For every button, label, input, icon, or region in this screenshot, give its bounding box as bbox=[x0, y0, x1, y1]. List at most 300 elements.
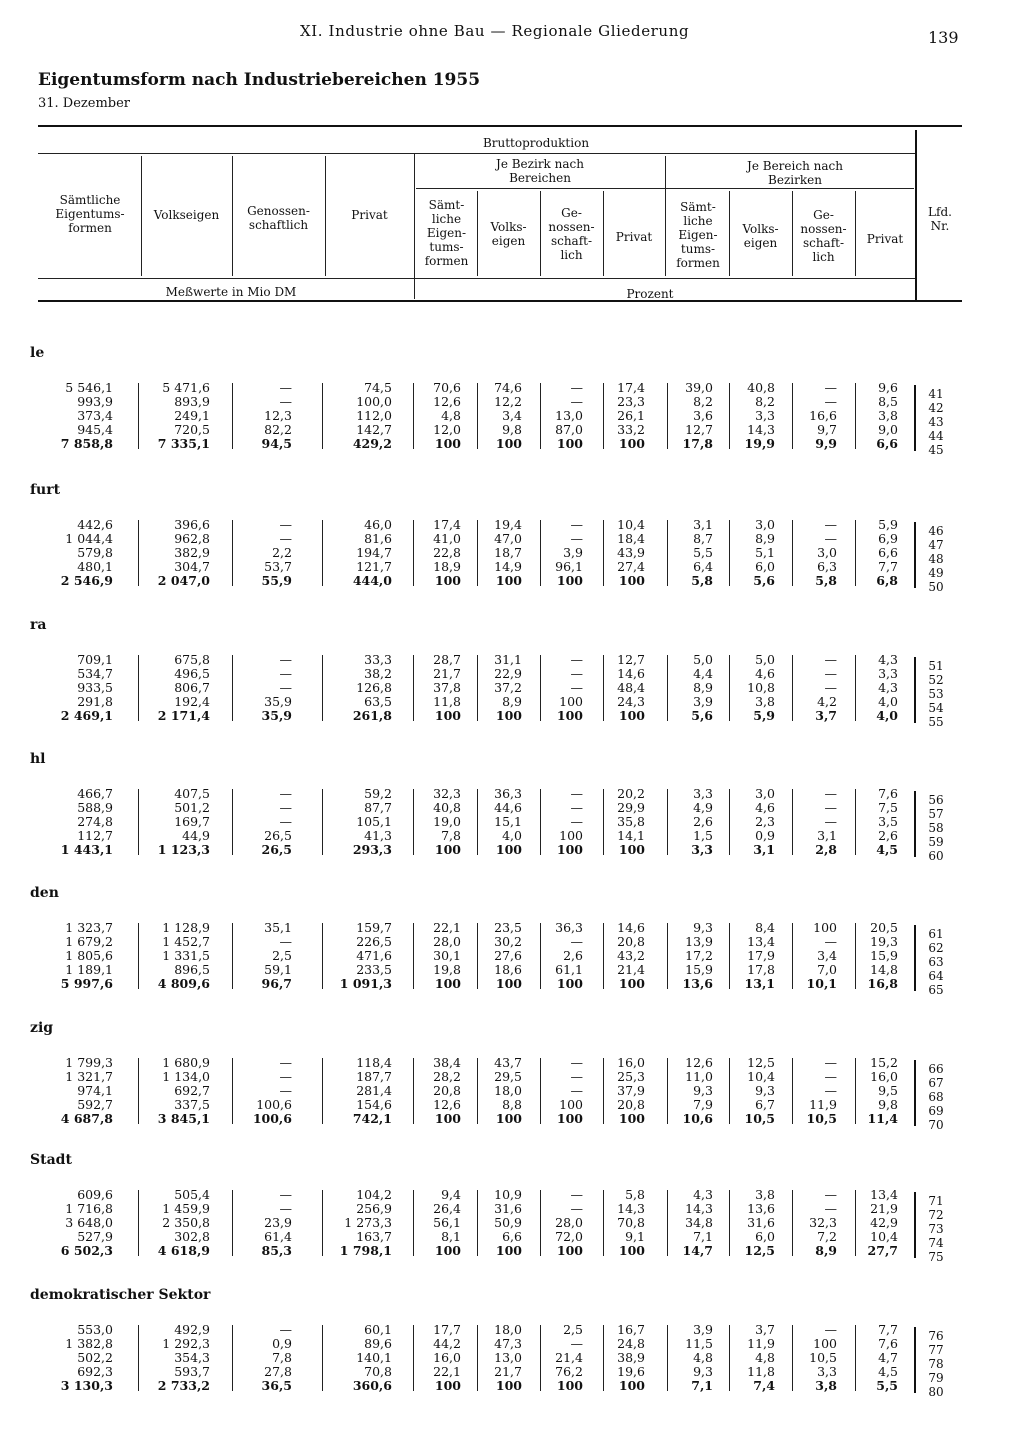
table-cell: 11,9 bbox=[809, 1097, 837, 1112]
total-cell: 5,6 bbox=[753, 573, 775, 588]
lfd-number: 59 bbox=[928, 835, 944, 849]
table-cell: 3,3 bbox=[817, 1364, 837, 1379]
column-volkseigen bbox=[158, 787, 210, 857]
total-cell: 2 047,0 bbox=[157, 573, 210, 588]
table-cell: 12,6 bbox=[433, 394, 461, 409]
total-cell: 4 618,9 bbox=[157, 1243, 210, 1258]
table-cell: 720,5 bbox=[174, 422, 210, 437]
table-cell: 5,8 bbox=[625, 1187, 645, 1202]
column-bereich-volkseigen bbox=[753, 518, 775, 588]
column-volkseigen bbox=[158, 381, 210, 451]
column-privat bbox=[353, 653, 392, 723]
table-cell: 974,1 bbox=[77, 1083, 113, 1098]
sub-samtliche-header: Sämt- liche Eigen- tums- formen bbox=[424, 198, 469, 268]
table-cell: 9,6 bbox=[878, 380, 898, 395]
table-cell: 14,9 bbox=[494, 559, 522, 574]
column-bezirk-genossen bbox=[557, 787, 583, 857]
table-cell: 43,2 bbox=[617, 948, 645, 963]
table-cell: 70,8 bbox=[617, 1215, 645, 1230]
table-cell: 15,9 bbox=[685, 962, 713, 977]
total-cell: 5,8 bbox=[815, 573, 837, 588]
table-cell: 579,8 bbox=[77, 545, 113, 560]
column-bereich-samtliche bbox=[683, 1188, 713, 1258]
total-cell: 100 bbox=[495, 573, 522, 588]
table-cell: 233,5 bbox=[356, 962, 392, 977]
column-separator bbox=[138, 789, 139, 855]
table-cell: 3,0 bbox=[755, 517, 775, 532]
total-cell: 100 bbox=[495, 436, 522, 451]
column-separator bbox=[232, 1325, 233, 1391]
lfd-number: 65 bbox=[928, 983, 944, 997]
table-cell: 192,4 bbox=[174, 694, 210, 709]
total-cell: 2 733,2 bbox=[157, 1378, 210, 1393]
column-separator bbox=[322, 383, 323, 449]
page-title: Eigentumsform nach Industriebereichen 1955 bbox=[38, 70, 481, 90]
column-separator bbox=[855, 1190, 856, 1256]
column-bereich-samtliche bbox=[683, 381, 713, 451]
total-cell: 7,1 bbox=[691, 1378, 713, 1393]
table-cell: 8,8 bbox=[502, 1097, 522, 1112]
table-cell: 527,9 bbox=[77, 1229, 113, 1244]
column-separator bbox=[729, 1325, 730, 1391]
lfd-number: 63 bbox=[928, 955, 944, 969]
table-cell: 396,6 bbox=[174, 517, 210, 532]
column-separator bbox=[540, 520, 541, 586]
total-cell: 100 bbox=[495, 1243, 522, 1258]
lfd-column bbox=[921, 1194, 951, 1264]
table-cell: 19,4 bbox=[494, 517, 522, 532]
table-cell: 1 323,7 bbox=[65, 920, 113, 935]
table-cell: 87,0 bbox=[555, 422, 583, 437]
table-cell: 48,4 bbox=[617, 680, 645, 695]
table-cell: 1 189,1 bbox=[65, 962, 113, 977]
total-cell: 36,5 bbox=[261, 1378, 292, 1393]
table-cell: 3,8 bbox=[755, 1187, 775, 1202]
table-cell: — bbox=[279, 1201, 292, 1216]
column-separator bbox=[667, 655, 668, 721]
table-cell: 4,0 bbox=[878, 694, 898, 709]
table-cell: — bbox=[824, 1069, 837, 1084]
column-separator bbox=[855, 383, 856, 449]
table-cell: 6,3 bbox=[817, 559, 837, 574]
total-cell: 100 bbox=[495, 1378, 522, 1393]
table-cell: 12,7 bbox=[617, 652, 645, 667]
table-cell: 19,8 bbox=[433, 962, 461, 977]
table-cell: 1 452,7 bbox=[162, 934, 210, 949]
column-separator bbox=[232, 1058, 233, 1124]
table-cell: 4,2 bbox=[817, 694, 837, 709]
table-cell: 16,0 bbox=[870, 1069, 898, 1084]
column-bezirk-genossen bbox=[557, 1056, 583, 1126]
table-cell: 38,4 bbox=[433, 1055, 461, 1070]
table-cell: 896,5 bbox=[174, 962, 210, 977]
table-cell: 18,0 bbox=[494, 1322, 522, 1337]
table-cell: 37,9 bbox=[617, 1083, 645, 1098]
column-bereich-volkseigen bbox=[747, 653, 775, 723]
col-volkseigen-header: Volkseigen bbox=[153, 208, 220, 222]
column-bezirk-genossen bbox=[557, 653, 583, 723]
table-cell: 12,0 bbox=[433, 422, 461, 437]
table-cell: 3,1 bbox=[693, 517, 713, 532]
lfd-column bbox=[921, 659, 951, 729]
table-cell: 13,4 bbox=[870, 1187, 898, 1202]
table-cell: 169,7 bbox=[174, 814, 210, 829]
column-bezirk-volkseigen bbox=[494, 1188, 522, 1258]
table-cell: 25,3 bbox=[617, 1069, 645, 1084]
total-cell: 3,3 bbox=[691, 842, 713, 857]
table-cell: 31,6 bbox=[494, 1201, 522, 1216]
column-genossenschaftlich bbox=[262, 1188, 292, 1258]
column-bereich-volkseigen bbox=[745, 921, 775, 991]
total-cell: 10,5 bbox=[744, 1111, 775, 1126]
table-cell: 2,3 bbox=[755, 814, 775, 829]
lfd-separator bbox=[914, 657, 916, 723]
total-cell: 96,7 bbox=[261, 976, 292, 991]
column-separator bbox=[855, 789, 856, 855]
column-separator bbox=[413, 789, 414, 855]
table-cell: 9,7 bbox=[817, 422, 837, 437]
column-privat bbox=[353, 787, 392, 857]
table-cell: 4,8 bbox=[693, 1350, 713, 1365]
total-cell: 13,6 bbox=[682, 976, 713, 991]
column-separator bbox=[792, 1058, 793, 1124]
table-cell: — bbox=[570, 380, 583, 395]
table-cell: 1 799,3 bbox=[65, 1055, 113, 1070]
table-cell: 7,1 bbox=[693, 1229, 713, 1244]
table-cell: 9,8 bbox=[502, 422, 522, 437]
table-cell: 12,6 bbox=[433, 1097, 461, 1112]
table-cell: 13,0 bbox=[494, 1350, 522, 1365]
column-bereich-genossen bbox=[815, 518, 837, 588]
table-cell: — bbox=[824, 517, 837, 532]
table-cell: 44,9 bbox=[182, 828, 210, 843]
column-separator bbox=[413, 1058, 414, 1124]
total-cell: 4 687,8 bbox=[60, 1111, 113, 1126]
lfd-number: 45 bbox=[928, 443, 944, 457]
table-cell: 1 331,5 bbox=[162, 948, 210, 963]
table-cell: 100 bbox=[559, 694, 583, 709]
total-cell: 100 bbox=[434, 1111, 461, 1126]
total-cell: 100 bbox=[618, 436, 645, 451]
table-cell: 502,2 bbox=[77, 1350, 113, 1365]
table-cell: 27,4 bbox=[617, 559, 645, 574]
table-cell: 592,7 bbox=[77, 1097, 113, 1112]
lfd-number: 55 bbox=[928, 715, 944, 729]
table-cell: 9,3 bbox=[693, 1364, 713, 1379]
total-cell: 55,9 bbox=[261, 573, 292, 588]
table-cell: 3,8 bbox=[878, 408, 898, 423]
table-cell: 20,8 bbox=[617, 934, 645, 949]
table-cell: 5,1 bbox=[755, 545, 775, 560]
section-title: zig bbox=[30, 1020, 54, 1036]
table-cell: — bbox=[824, 800, 837, 815]
lfd-number: 77 bbox=[928, 1343, 944, 1357]
lfd-number: 78 bbox=[928, 1357, 944, 1371]
column-genossenschaftlich bbox=[262, 921, 292, 991]
total-cell: 1 798,1 bbox=[339, 1243, 392, 1258]
column-privat bbox=[353, 1323, 392, 1393]
lfd-column bbox=[921, 1329, 951, 1399]
table-cell: 1 044,4 bbox=[65, 531, 113, 546]
lfd-number: 47 bbox=[928, 538, 944, 552]
table-cell: 4,3 bbox=[693, 1187, 713, 1202]
table-cell: 28,7 bbox=[433, 652, 461, 667]
column-separator bbox=[792, 520, 793, 586]
table-cell: 11,8 bbox=[747, 1364, 775, 1379]
total-cell: 1 443,1 bbox=[60, 842, 113, 857]
total-cell: 2 546,9 bbox=[60, 573, 113, 588]
table-cell: 373,4 bbox=[77, 408, 113, 423]
table-cell: — bbox=[824, 531, 837, 546]
table-cell: 10,4 bbox=[747, 1069, 775, 1084]
column-separator bbox=[540, 1325, 541, 1391]
table-cell: 32,3 bbox=[809, 1215, 837, 1230]
column-bereich-genossen bbox=[815, 653, 837, 723]
column-bezirk-samtliche bbox=[433, 921, 461, 991]
table-cell: 61,4 bbox=[264, 1229, 292, 1244]
column-bereich-samtliche bbox=[691, 518, 713, 588]
table-cell: 19,3 bbox=[870, 934, 898, 949]
total-cell: 12,5 bbox=[744, 1243, 775, 1258]
table-cell: 33,3 bbox=[364, 652, 392, 667]
column-bereich-samtliche bbox=[691, 653, 713, 723]
table-cell: 70,6 bbox=[433, 380, 461, 395]
table-cell: 3,3 bbox=[878, 666, 898, 681]
column-bereich-volkseigen bbox=[747, 1323, 775, 1393]
table-cell: 2,6 bbox=[693, 814, 713, 829]
lfd-column bbox=[921, 1062, 951, 1132]
table-cell: 21,4 bbox=[555, 1350, 583, 1365]
column-bereich-privat bbox=[868, 921, 898, 991]
table-cell: — bbox=[824, 680, 837, 695]
lfd-number: 64 bbox=[928, 969, 944, 983]
table-cell: 337,5 bbox=[174, 1097, 210, 1112]
table-cell: 4,7 bbox=[878, 1350, 898, 1365]
table-cell: 10,4 bbox=[617, 517, 645, 532]
table-cell: 3,4 bbox=[502, 408, 522, 423]
total-cell: 5,8 bbox=[691, 573, 713, 588]
total-cell: 100 bbox=[618, 1243, 645, 1258]
table-cell: — bbox=[570, 814, 583, 829]
table-cell: 50,9 bbox=[494, 1215, 522, 1230]
column-volkseigen bbox=[158, 653, 210, 723]
total-cell: 100 bbox=[434, 708, 461, 723]
column-bereich-privat bbox=[876, 518, 898, 588]
table-cell: 163,7 bbox=[356, 1229, 392, 1244]
total-cell: 100 bbox=[618, 842, 645, 857]
column-privat bbox=[340, 1188, 392, 1258]
column-bezirk-volkseigen bbox=[494, 1056, 522, 1126]
column-bezirk-genossen bbox=[555, 921, 583, 991]
column-bezirk-privat bbox=[617, 921, 645, 991]
table-cell: 5 546,1 bbox=[65, 380, 113, 395]
total-cell: 4 809,6 bbox=[157, 976, 210, 991]
col-privat-header: Privat bbox=[351, 208, 388, 222]
total-cell: 100 bbox=[556, 1243, 583, 1258]
table-cell: — bbox=[570, 1083, 583, 1098]
table-cell: 2,6 bbox=[878, 828, 898, 843]
table-cell: 3,9 bbox=[693, 694, 713, 709]
column-separator bbox=[603, 1325, 604, 1391]
column-bezirk-privat bbox=[617, 381, 645, 451]
je-bereich-header: Je Bereich nach Bezirken bbox=[747, 159, 843, 187]
total-cell: 100 bbox=[434, 573, 461, 588]
table-cell: 9,0 bbox=[878, 422, 898, 437]
table-cell: 26,1 bbox=[617, 408, 645, 423]
table-cell: 28,2 bbox=[433, 1069, 461, 1084]
lfd-number: 48 bbox=[928, 552, 944, 566]
table-cell: 21,9 bbox=[870, 1201, 898, 1216]
table-cell: 1 459,9 bbox=[162, 1201, 210, 1216]
table-cell: 41,3 bbox=[364, 828, 392, 843]
column-separator bbox=[792, 1325, 793, 1391]
total-cell: 100 bbox=[556, 1378, 583, 1393]
column-bezirk-privat bbox=[617, 518, 645, 588]
table-cell: 962,8 bbox=[174, 531, 210, 546]
column-separator bbox=[477, 655, 478, 721]
table-cell: — bbox=[824, 380, 837, 395]
table-cell: 21,7 bbox=[433, 666, 461, 681]
table-cell: 72,0 bbox=[555, 1229, 583, 1244]
table-cell: 709,1 bbox=[77, 652, 113, 667]
total-cell: 100 bbox=[495, 842, 522, 857]
column-genossenschaftlich bbox=[262, 653, 292, 723]
table-cell: — bbox=[570, 394, 583, 409]
table-cell: 7,7 bbox=[878, 559, 898, 574]
table-cell: 35,8 bbox=[617, 814, 645, 829]
column-bezirk-privat bbox=[617, 653, 645, 723]
section-title: furt bbox=[30, 482, 61, 498]
table-cell: 4,5 bbox=[878, 1364, 898, 1379]
column-volkseigen bbox=[158, 1056, 210, 1126]
table-cell: 30,2 bbox=[494, 934, 522, 949]
table-cell: 154,6 bbox=[356, 1097, 392, 1112]
column-samtliche bbox=[61, 381, 113, 451]
table-cell: 304,7 bbox=[174, 559, 210, 574]
table-cell: 12,5 bbox=[747, 1055, 775, 1070]
table-cell: — bbox=[824, 652, 837, 667]
lfd-number: 72 bbox=[928, 1208, 944, 1222]
table-cell: 3,3 bbox=[693, 786, 713, 801]
total-cell: 3,8 bbox=[815, 1378, 837, 1393]
table-cell: 42,9 bbox=[870, 1215, 898, 1230]
table-cell: — bbox=[279, 380, 292, 395]
lfd-number: 57 bbox=[928, 807, 944, 821]
lfd-number: 67 bbox=[928, 1076, 944, 1090]
table-cell: 23,9 bbox=[264, 1215, 292, 1230]
table-cell: 18,0 bbox=[494, 1083, 522, 1098]
column-bereich-genossen bbox=[807, 921, 837, 991]
table-cell: 3,0 bbox=[817, 545, 837, 560]
table-cell: 29,9 bbox=[617, 800, 645, 815]
table-cell: 12,6 bbox=[685, 1055, 713, 1070]
table-cell: 23,3 bbox=[617, 394, 645, 409]
table-cell: 11,9 bbox=[747, 1336, 775, 1351]
table-cell: — bbox=[824, 394, 837, 409]
total-cell: 100 bbox=[556, 708, 583, 723]
table-cell: 501,2 bbox=[174, 800, 210, 815]
column-separator bbox=[729, 1058, 730, 1124]
table-cell: 7,8 bbox=[441, 828, 461, 843]
column-separator bbox=[413, 383, 414, 449]
table-cell: 17,9 bbox=[747, 948, 775, 963]
table-cell: 4,8 bbox=[441, 408, 461, 423]
column-bereich-genossen bbox=[815, 787, 837, 857]
column-separator bbox=[792, 923, 793, 989]
total-cell: 9,9 bbox=[815, 436, 837, 451]
total-cell: 13,1 bbox=[744, 976, 775, 991]
total-cell: 100 bbox=[556, 436, 583, 451]
table-cell: 226,5 bbox=[356, 934, 392, 949]
column-bezirk-samtliche bbox=[433, 1188, 461, 1258]
table-cell: 291,8 bbox=[77, 694, 113, 709]
table-cell: 3,5 bbox=[878, 814, 898, 829]
table-cell: 16,0 bbox=[617, 1055, 645, 1070]
total-cell: 85,3 bbox=[261, 1243, 292, 1258]
column-separator bbox=[413, 1325, 414, 1391]
sub-genossen-header: Ge- nossen- schaft- lich bbox=[548, 206, 595, 262]
table-cell: 7,9 bbox=[693, 1097, 713, 1112]
table-cell: 4,3 bbox=[878, 680, 898, 695]
column-separator bbox=[232, 383, 233, 449]
table-cell: 4,8 bbox=[755, 1350, 775, 1365]
total-cell: 6,8 bbox=[876, 573, 898, 588]
column-separator bbox=[729, 655, 730, 721]
table-cell: 37,2 bbox=[494, 680, 522, 695]
column-privat bbox=[353, 381, 392, 451]
column-separator bbox=[138, 923, 139, 989]
column-separator bbox=[603, 655, 604, 721]
table-cell: 40,8 bbox=[747, 380, 775, 395]
table-cell: 31,6 bbox=[747, 1215, 775, 1230]
table-cell: 2,2 bbox=[272, 545, 292, 560]
column-separator bbox=[603, 1190, 604, 1256]
table-cell: 3,1 bbox=[817, 828, 837, 843]
table-cell: — bbox=[824, 1187, 837, 1202]
table-cell: 15,2 bbox=[870, 1055, 898, 1070]
column-bezirk-volkseigen bbox=[494, 381, 522, 451]
table-cell: 13,6 bbox=[747, 1201, 775, 1216]
je-bezirk-header: Je Bezirk nach Bereichen bbox=[496, 157, 584, 185]
table-cell: — bbox=[279, 666, 292, 681]
table-cell: 32,3 bbox=[433, 786, 461, 801]
column-separator bbox=[232, 520, 233, 586]
table-cell: 87,7 bbox=[364, 800, 392, 815]
column-separator bbox=[603, 520, 604, 586]
lfd-number: 80 bbox=[928, 1385, 944, 1399]
table-cell: 17,7 bbox=[433, 1322, 461, 1337]
table-cell: 22,1 bbox=[433, 1364, 461, 1379]
table-cell: 806,7 bbox=[174, 680, 210, 695]
total-cell: 6,6 bbox=[876, 436, 898, 451]
column-bezirk-volkseigen bbox=[494, 653, 522, 723]
column-samtliche bbox=[61, 787, 113, 857]
table-cell: 14,6 bbox=[617, 666, 645, 681]
table-cell: 6,6 bbox=[878, 545, 898, 560]
total-cell: 7,4 bbox=[753, 1378, 775, 1393]
table-cell: 100 bbox=[559, 828, 583, 843]
section-title: Stadt bbox=[30, 1152, 72, 1168]
table-cell: 9,5 bbox=[878, 1083, 898, 1098]
table-cell: 28,0 bbox=[555, 1215, 583, 1230]
total-cell: 100 bbox=[434, 976, 461, 991]
table-cell: 14,1 bbox=[617, 828, 645, 843]
table-cell: 12,7 bbox=[685, 422, 713, 437]
table-cell: 7,6 bbox=[878, 786, 898, 801]
section-title: le bbox=[30, 345, 45, 361]
total-cell: 429,2 bbox=[352, 436, 392, 451]
column-bezirk-volkseigen bbox=[494, 921, 522, 991]
